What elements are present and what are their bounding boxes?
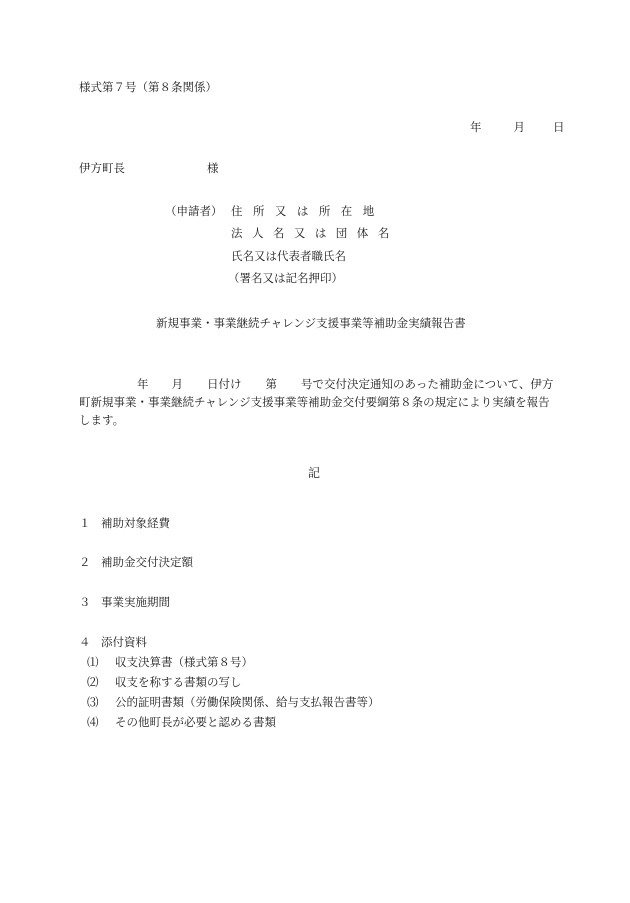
body-month: 月 xyxy=(171,377,183,391)
addressee-honorific: 様 xyxy=(207,161,219,175)
attachment-item xyxy=(87,697,380,709)
applicant-seal-note: （署名又は記名押印） xyxy=(228,271,343,285)
body-line-1 xyxy=(137,379,553,391)
report-title: 新規事業・事業継続チャレンジ支援事業等補助金実績報告書 xyxy=(156,316,466,330)
attachment-label: 収支を称する書類の写し xyxy=(115,675,242,689)
ki-heading: 記 xyxy=(308,466,321,480)
body-dated: 日付け xyxy=(207,377,242,391)
form-number: 様式第７号（第８条関係） xyxy=(79,80,217,94)
attachment-item xyxy=(87,717,276,729)
item-label: 事業実施期間 xyxy=(101,595,170,609)
date-year: 年 xyxy=(470,120,482,134)
applicant-representative-label: 氏名又は代表者職氏名 xyxy=(231,249,346,263)
applicant-label: （申請者） xyxy=(165,204,223,218)
applicant-address-label: 住 所 又 は 所 在 地 xyxy=(231,204,376,218)
body-line-1-rest: 号で交付決定通知のあった補助金について、伊方 xyxy=(301,377,554,391)
addressee-name: 伊方町長 xyxy=(79,161,125,175)
list-item xyxy=(79,518,170,530)
body-year: 年 xyxy=(137,377,149,391)
attachment-label: その他町長が必要と認める書類 xyxy=(115,715,276,729)
attachment-number: ⑴ xyxy=(87,655,99,669)
date-month: 月 xyxy=(513,120,525,134)
attachment-number: ⑶ xyxy=(87,695,99,709)
item-number: ３ xyxy=(79,595,91,609)
item-number: １ xyxy=(79,516,91,530)
item-label: 補助金交付決定額 xyxy=(101,555,193,569)
attachment-item xyxy=(87,657,253,669)
attachment-item xyxy=(87,677,242,689)
item-number: ４ xyxy=(79,635,91,649)
body-line-3: します。 xyxy=(79,413,125,427)
applicant-corporation-label: 法 人 名 又 は 団 体 名 xyxy=(231,226,391,240)
attachment-label: 収支決算書（様式第８号） xyxy=(115,655,253,669)
attachment-label: 公的証明書類（労働保険関係、給与支払報告書等） xyxy=(115,695,380,709)
item-label: 添付資料 xyxy=(101,635,147,649)
attachment-number: ⑷ xyxy=(87,715,99,729)
list-item xyxy=(79,637,147,649)
body-no: 第 xyxy=(265,377,277,391)
attachment-number: ⑵ xyxy=(87,675,99,689)
item-label: 補助対象経費 xyxy=(101,516,170,530)
list-item xyxy=(79,597,170,609)
list-item xyxy=(79,557,193,569)
item-number: ２ xyxy=(79,555,91,569)
date-line xyxy=(470,122,565,134)
date-day: 日 xyxy=(553,120,565,134)
body-line-2: 町新規事業・事業継続チャレンジ支援事業等補助金交付要綱第８条の規定により実績を報告 xyxy=(79,395,550,409)
